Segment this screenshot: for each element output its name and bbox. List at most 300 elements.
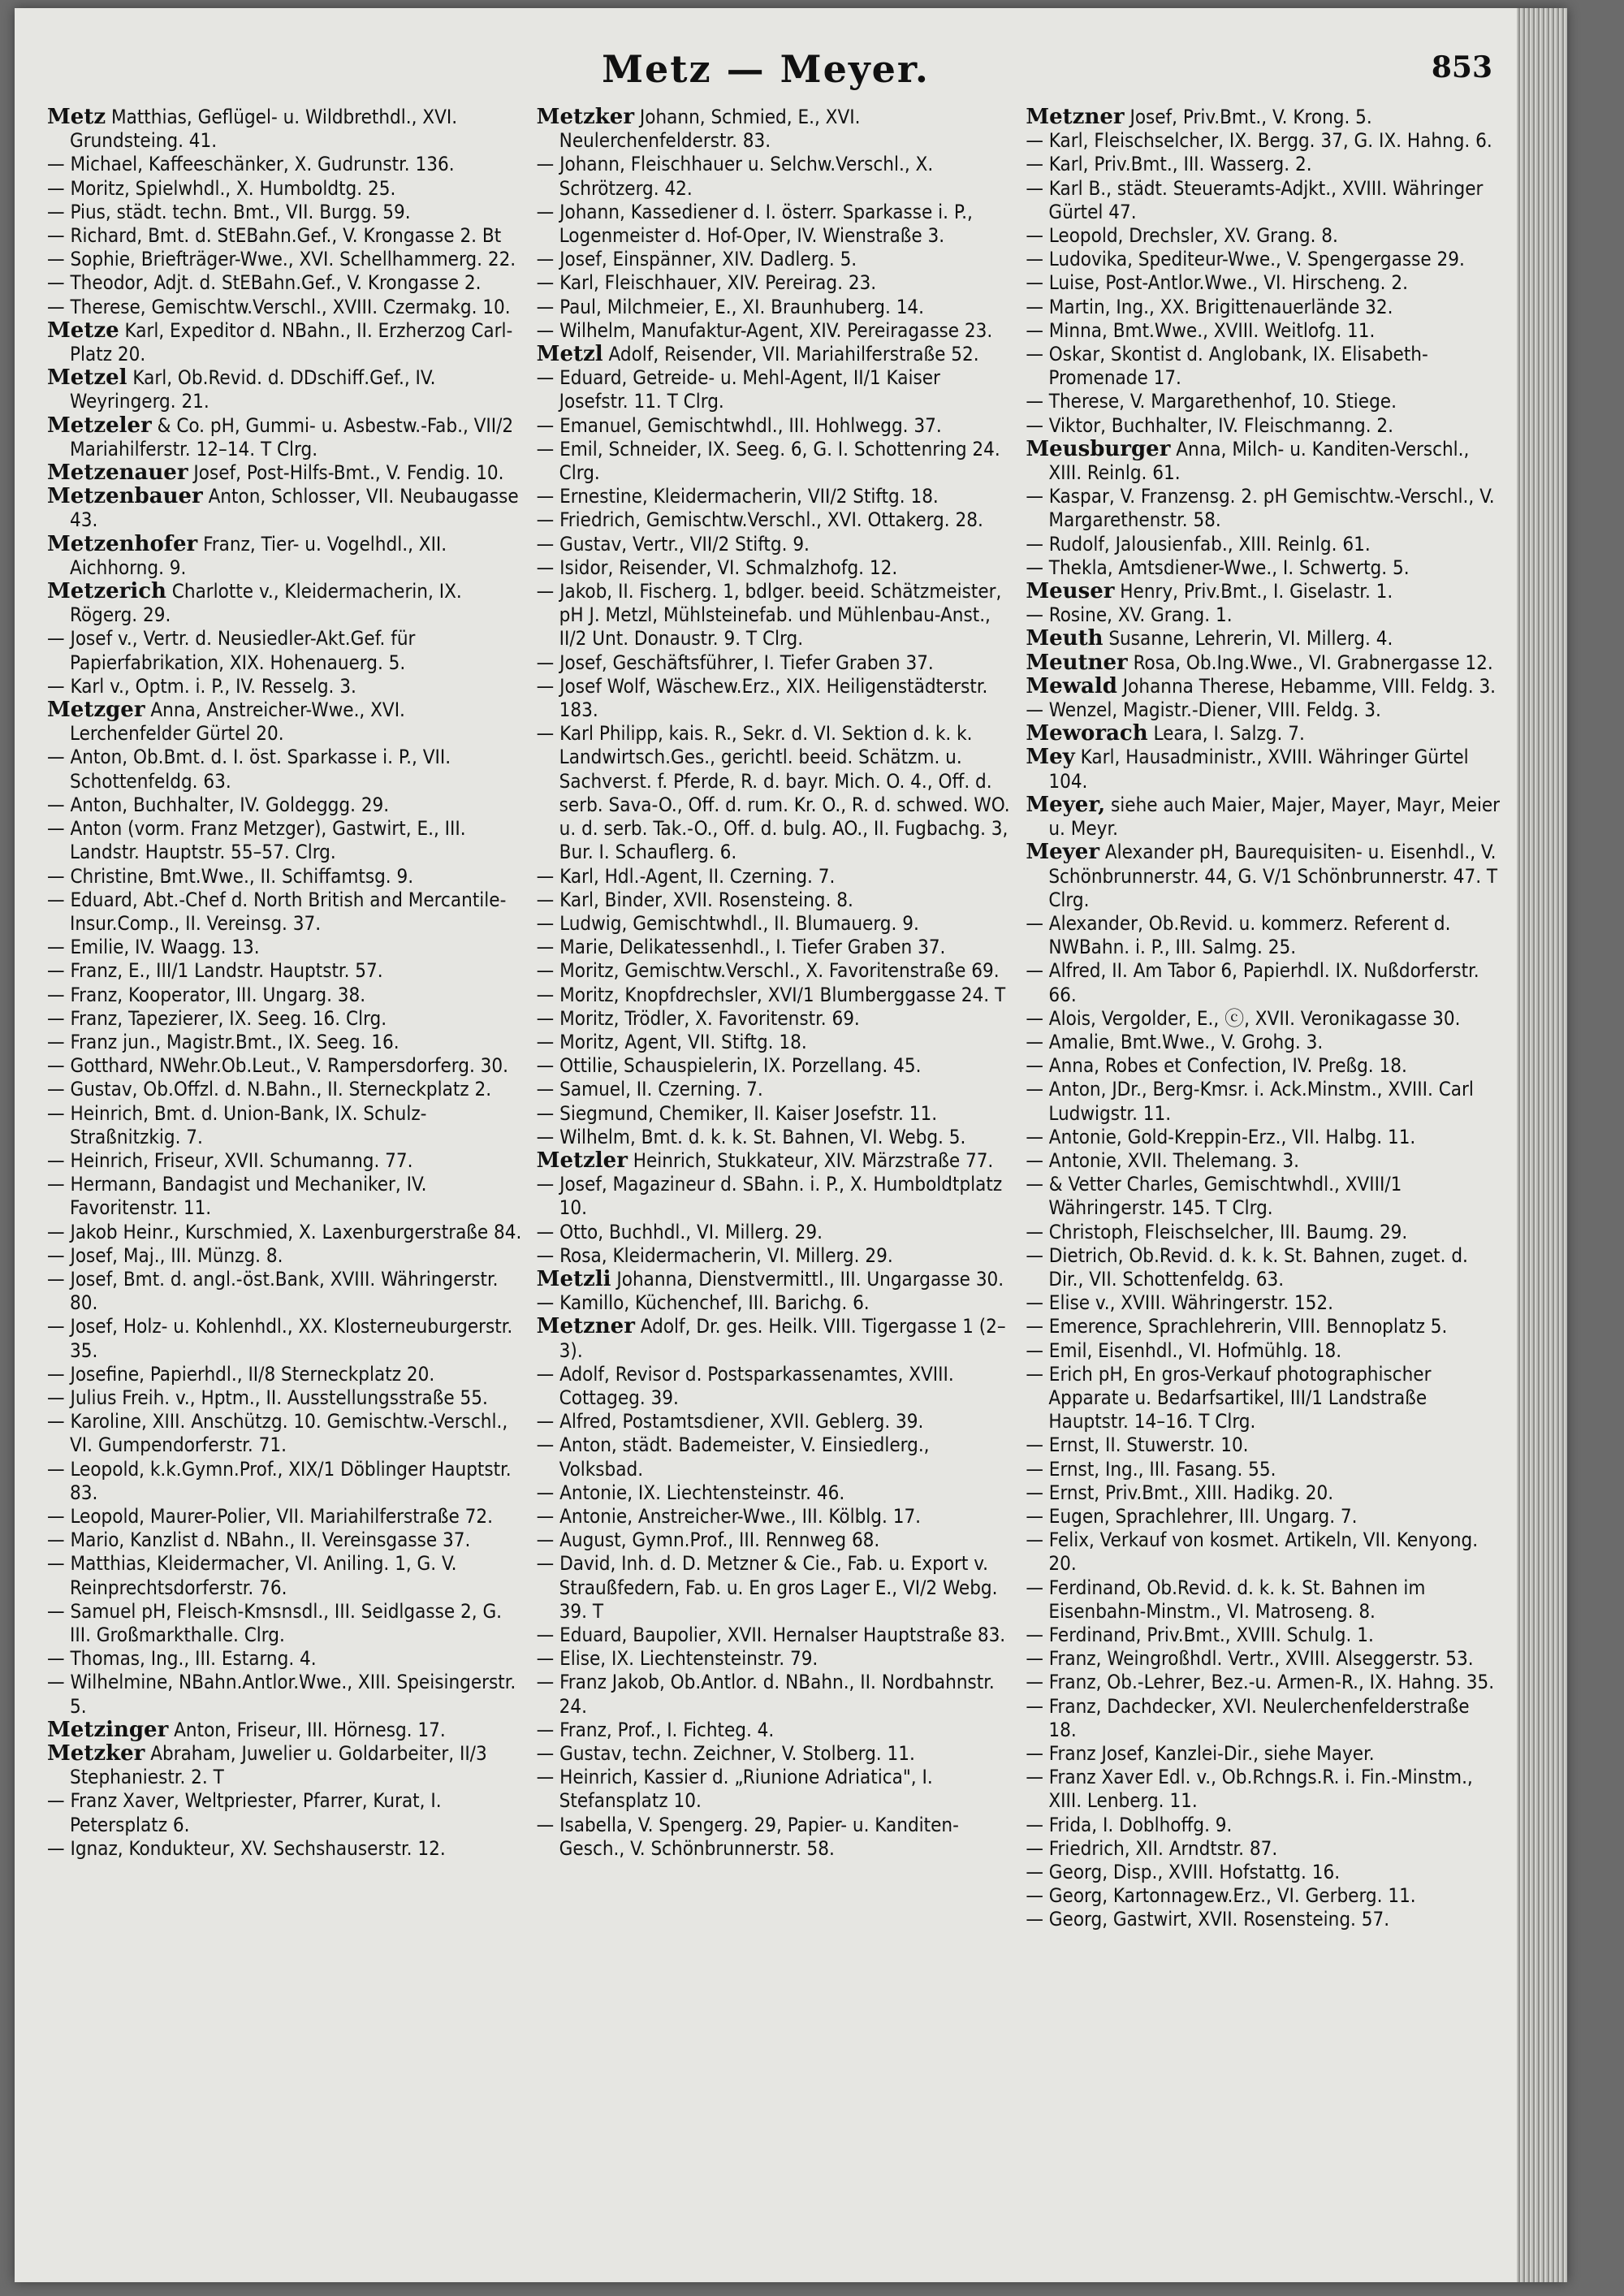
entry-text: — Ernestine, Kleidermacherin, VII/2 Stiftg. 18. — [536, 485, 939, 508]
entry-text: — Michael, Kaffeeschänker, X. Gudrunstr. 136. — [47, 153, 455, 176]
entry-text: — Rosine, XV. Grang. 1. — [1026, 603, 1233, 627]
entry-text: & Co. pH, Gummi- u. Asbestw.-Fab., VII/2 Mariahilferstr. 12–14. T Clrg. — [70, 413, 514, 460]
entry-text: — Franz, Weingroßhdl. Vertr., XVIII. Alseggerstr. 53. — [1026, 1647, 1474, 1671]
entry-surname: Metzli — [536, 1266, 611, 1291]
directory-entry — [47, 366, 522, 413]
directory-entry — [1026, 1671, 1501, 1694]
directory-entry — [537, 533, 1012, 556]
entry-text: — Emerence, Sprachlehrerin, VIII. Bennoplatz 5. — [1026, 1315, 1448, 1338]
entry-text: — Karl, Priv.Bmt., III. Wasserg. 2. — [1026, 153, 1312, 176]
directory-entry — [537, 984, 1012, 1007]
entry-text: — Ernst, Priv.Bmt., XIII. Hadikg. 20. — [1026, 1481, 1334, 1504]
directory-entry — [47, 106, 522, 153]
directory-entry — [1026, 438, 1501, 485]
directory-entry — [1026, 793, 1501, 841]
directory-entry — [47, 1386, 522, 1410]
entry-surname: Metzeler — [47, 413, 152, 438]
entry-text: — Gustav, techn. Zeichner, V. Stolberg. 11. — [536, 1742, 915, 1766]
entry-text: Anton, Schlosser, VII. Neubaugasse 43. — [70, 485, 519, 532]
directory-entry — [1026, 1078, 1501, 1125]
directory-entry — [47, 793, 522, 817]
directory-entry — [1026, 1173, 1501, 1220]
directory-entry — [47, 296, 522, 319]
entry-text: — Ludwig, Gemischtwhdl., II. Blumauerg. 9. — [536, 911, 919, 935]
entry-text: — Franz, Tapezierer, IX. Seeg. 16. Clrg. — [47, 1006, 387, 1030]
entry-text: — Felix, Verkauf von kosmet. Artikeln, VII. Kenyong. 20. — [1026, 1529, 1479, 1576]
directory-entry — [537, 1529, 1012, 1552]
entry-text: — Moritz, Agent, VII. Stiftg. 18. — [536, 1030, 807, 1053]
directory-entry — [1026, 1054, 1501, 1078]
entry-text: — Antonie, IX. Liechtensteinstr. 46. — [536, 1481, 845, 1504]
entry-text: — Franz Josef, Kanzlei-Dir., siehe Mayer. — [1026, 1742, 1375, 1766]
directory-entry — [537, 1221, 1012, 1244]
directory-entry — [1026, 912, 1501, 959]
directory-entry — [537, 248, 1012, 271]
entry-text: — Thekla, Amtsdiener-Wwe., I. Schwertg. 5. — [1026, 556, 1410, 579]
directory-entry — [47, 984, 522, 1007]
entry-text: — Amalie, Bmt.Wwe., V. Grohg. 3. — [1026, 1030, 1324, 1053]
entry-text: — Karl, Hdl.-Agent, II. Czerning. 7. — [536, 864, 836, 888]
entry-text: — Therese, Gemischtw.Verschl., XVIII. Czermakg. 10. — [47, 295, 511, 318]
entry-text: Alexander pH, Baurequisiten- u. Eisenhdl., V. Schönbrunnerstr. 44, G. V/1 Schönbrunnerstr. 47. T Clrg. — [1048, 841, 1498, 911]
directory-entry — [47, 414, 522, 461]
entry-text: — Marie, Delikatessenhdl., I. Tiefer Graben 37. — [536, 936, 946, 959]
entry-text: — Luise, Post-Antlor.Wwe., VI. Hirscheng. 2. — [1026, 271, 1408, 295]
entry-text: — Karl, Fleischselcher, IX. Bergg. 37, G. IX. Hahng. 6. — [1026, 129, 1492, 153]
entry-text: — Antonie, Gold-Kreppin-Erz., VII. Halbg. 11. — [1026, 1125, 1416, 1148]
entry-text: Franz, Tier- u. Vogelhdl., XII. Aichhorng. 9. — [70, 532, 447, 579]
entry-text: — Karl Philipp, kais. R., Sekr. d. VI. Sektion d. k. k. Landwirtsch.Ges., gerichtl. beeid. Schätzm. u. Sachverst. f. Pferde, R. d. bayr. Mich. O. 4., Off. d. serb. Sava-O., Off. d. rum. Kr. O., R. d. schwed. WO. u. d. serb. Tak.-O., Off. d. bulg. AO., II. Fugbachg. 3, Bur. I. Schauflerg. 6. — [536, 722, 1010, 864]
directory-entry — [537, 1410, 1012, 1433]
entry-text: Johanna, Dienstvermittl., III. Ungargasse 30. — [611, 1267, 1004, 1291]
directory-entry — [537, 1315, 1012, 1362]
directory-entry — [537, 1647, 1012, 1671]
directory-entry — [1026, 1576, 1501, 1624]
entry-surname: Metzler — [536, 1148, 628, 1173]
directory-entry — [47, 1552, 522, 1599]
entry-text: — Eduard, Baupolier, XVII. Hernalser Hauptstraße 83. — [536, 1624, 1006, 1646]
page-number: 853 — [1431, 50, 1492, 84]
directory-entry — [47, 1410, 522, 1457]
directory-entry — [1026, 1291, 1501, 1315]
directory-entry — [537, 1244, 1012, 1268]
directory-entry — [1026, 343, 1501, 390]
entry-surname: Metzner — [536, 1314, 635, 1339]
directory-entry — [1026, 1505, 1501, 1529]
directory-entry — [47, 1719, 522, 1742]
directory-entry — [1026, 224, 1501, 248]
directory-entry — [537, 865, 1012, 889]
directory-entry — [537, 485, 1012, 508]
entry-text: — Karoline, XIII. Anschützg. 10. Gemischtw.-Verschl., VI. Gumpendorferstr. 71. — [47, 1410, 508, 1457]
entry-text: — Isidor, Reisender, VI. Schmalzhofg. 12. — [536, 556, 898, 579]
directory-entry — [1026, 1458, 1501, 1481]
entry-surname: Meutner — [1026, 650, 1128, 675]
entry-text: — Jakob, II. Fischerg. 1, bdlger. beeid. Schätzmeister, pH J. Metzl, Mühlsteinefab. und Mühlenbau-Anst., II/2 Unt. Donaustr. 9. T Clrg. — [536, 580, 1002, 651]
entry-text: — Hermann, Bandagist und Mechaniker, IV. Favoritenstr. 11. — [47, 1173, 427, 1220]
directory-entry — [1026, 296, 1501, 319]
column-2 — [537, 106, 1012, 2266]
directory-entry — [537, 1742, 1012, 1766]
directory-entry — [537, 1126, 1012, 1149]
entry-text: — Leopold, k.k.Gymn.Prof., XIX/1 Döblinger Hauptstr. 83. — [47, 1457, 512, 1504]
entry-text: — Julius Freih. v., Hptm., II. Ausstellungsstraße 55. — [47, 1386, 488, 1409]
entry-surname: Metz — [47, 106, 106, 129]
directory-entry — [537, 651, 1012, 675]
entry-text: — Franz Xaver Edl. v., Ob.Rchngs.R. i. Fin.-Minstm., XIII. Lenberg. 11. — [1026, 1766, 1473, 1813]
entry-surname: Metzker — [536, 106, 635, 129]
directory-entry — [47, 1173, 522, 1220]
directory-entry — [47, 153, 522, 176]
directory-entry — [1026, 746, 1501, 793]
directory-entry — [1026, 1766, 1501, 1813]
entry-text: — Emil, Eisenhdl., VI. Hofmühlg. 18. — [1026, 1338, 1342, 1362]
directory-entry — [47, 485, 522, 532]
directory-entry — [47, 1458, 522, 1505]
entry-text: — Leopold, Drechsler, XV. Grang. 8. — [1026, 224, 1338, 248]
entry-text: — Johann, Fleischhauer u. Selchw.Verschl., X. Schrötzerg. 42. — [536, 153, 934, 200]
directory-entry — [47, 936, 522, 959]
entry-surname: Metzinger — [47, 1717, 169, 1742]
directory-entry — [47, 1363, 522, 1386]
directory-entry — [47, 1102, 522, 1149]
entry-text: — Minna, Bmt.Wwe., XVIII. Weitlofg. 11. — [1026, 318, 1376, 342]
entry-text: — Kamillo, Küchenchef, III. Barichg. 6. — [536, 1291, 870, 1315]
directory-entry — [537, 1078, 1012, 1101]
directory-entry — [1026, 675, 1501, 698]
directory-entry — [537, 296, 1012, 319]
directory-entry — [537, 1291, 1012, 1315]
entry-text: — Josef, Einspänner, XIV. Dadlerg. 5. — [536, 248, 857, 271]
entry-text: — Sophie, Briefträger-Wwe., XVI. Schellhammerg. 22. — [47, 248, 516, 271]
entry-text: Charlotte v., Kleidermacherin, IX. Rögerg. 29. — [70, 580, 462, 627]
directory-entry — [1026, 1884, 1501, 1908]
entry-text: — Antonie, XVII. Thelemang. 3. — [1026, 1148, 1300, 1172]
entry-surname: Metzger — [47, 698, 145, 723]
entry-text: — Heinrich, Friseur, XVII. Schumanng. 77. — [47, 1148, 413, 1172]
directory-entry — [1026, 603, 1501, 627]
entry-surname: Meyer, — [1026, 792, 1106, 817]
directory-entry — [1026, 627, 1501, 651]
entry-text: — Theodor, Adjt. d. StEBahn.Gef., V. Krongasse 2. — [47, 271, 482, 295]
entry-text: — Richard, Bmt. d. StEBahn.Gef., V. Krongasse 2. Bt — [47, 224, 502, 248]
entry-text: — Rosa, Kleidermacherin, VI. Millerg. 29. — [536, 1243, 893, 1267]
entry-surname: Meyer — [1026, 840, 1100, 865]
directory-entry — [1026, 533, 1501, 556]
directory-entry — [47, 248, 522, 271]
directory-entry — [1026, 414, 1501, 438]
directory-entry — [537, 1149, 1012, 1173]
directory-entry — [47, 1742, 522, 1789]
entry-text: — Siegmund, Chemiker, II. Kaiser Josefstr. 11. — [536, 1101, 938, 1125]
entry-text: — Karl, Binder, XVII. Rosensteing. 8. — [536, 888, 853, 911]
directory-entry — [537, 1671, 1012, 1718]
running-head: Metz — Meyer. — [602, 47, 930, 91]
entry-text: — Emilie, IV. Waagg. 13. — [47, 936, 260, 959]
directory-entry — [537, 343, 1012, 366]
entry-text: — Dietrich, Ob.Revid. d. k. k. St. Bahnen, zuget. d. Dir., VII. Schottenfeldg. 63. — [1026, 1243, 1468, 1291]
directory-entry — [1026, 1244, 1501, 1291]
entry-text: — Anton, Buchhalter, IV. Goldeggg. 29. — [47, 793, 390, 816]
entry-text: — Anna, Robes et Confection, IV. Preßg. 18. — [1026, 1054, 1407, 1078]
entry-text: — Leopold, Maurer-Polier, VII. Mariahilferstraße 72. — [47, 1504, 493, 1528]
directory-entry — [1026, 1624, 1501, 1647]
entry-text: — Isabella, V. Spengerg. 29, Papier- u. Kanditen-Gesch., V. Schönbrunnerstr. 58. — [536, 1813, 959, 1860]
entry-text: — Elise, IX. Liechtensteinstr. 79. — [536, 1647, 818, 1671]
entry-text: Matthias, Geflügel- u. Wildbrethdl., XVI. Grundsteing. 41. — [70, 106, 458, 153]
directory-entry — [1026, 390, 1501, 413]
entry-text: — Alfred, II. Am Tabor 6, Papierhdl. IX. Nußdorferstr. 66. — [1026, 959, 1479, 1006]
entry-text: — Frida, I. Doblhoffg. 9. — [1026, 1813, 1233, 1836]
directory-entry — [1026, 1126, 1501, 1149]
entry-text: — Wenzel, Magistr.-Diener, VIII. Feldg. 3. — [1026, 698, 1381, 722]
directory-entry — [1026, 319, 1501, 343]
directory-entry — [47, 461, 522, 485]
entry-text: — Kaspar, V. Franzensg. 2. pH Gemischtw.-Verschl., V. Margarethenstr. 58. — [1026, 485, 1495, 532]
directory-entry — [47, 959, 522, 983]
directory-entry — [1026, 580, 1501, 603]
directory-entry — [1026, 841, 1501, 912]
entry-text: — Moritz, Trödler, X. Favoritenstr. 69. — [536, 1006, 860, 1030]
directory-entry — [537, 1624, 1012, 1647]
entry-text: — Antonie, Anstreicher-Wwe., III. Kölblg. 17. — [536, 1504, 922, 1528]
directory-entry — [537, 201, 1012, 248]
directory-entry — [1026, 1695, 1501, 1742]
entry-surname: Metzl — [536, 342, 603, 367]
entry-text: — Georg, Disp., XVIII. Hofstattg. 16. — [1026, 1861, 1341, 1884]
directory-entry — [537, 508, 1012, 532]
entry-text: Karl, Expeditor d. NBahn., II. Erzherzog Carl-Platz 20. — [70, 318, 513, 366]
entry-text: — Samuel, II. Czerning. 7. — [536, 1078, 763, 1101]
directory-entry — [1026, 271, 1501, 295]
entry-text: — Friedrich, Gemischtw.Verschl., XVI. Ottakerg. 28. — [536, 508, 983, 532]
directory-entry — [47, 533, 522, 580]
entry-text: — Ferdinand, Priv.Bmt., XVIII. Schulg. 1. — [1026, 1624, 1374, 1646]
directory-entry — [537, 438, 1012, 485]
entry-text: — Oskar, Skontist d. Anglobank, IX. Elisabeth-Promenade 17. — [1026, 343, 1428, 390]
directory-entry — [537, 1814, 1012, 1861]
entry-surname: Meuth — [1026, 626, 1104, 651]
entry-text: — Wilhelm, Manufaktur-Agent, XIV. Pereiragasse 23. — [536, 318, 993, 342]
directory-entry — [47, 865, 522, 889]
entry-text: — Franz, E., III/1 Landstr. Hauptstr. 57. — [47, 959, 383, 983]
entry-text: Anton, Friseur, III. Hörnesg. 17. — [168, 1718, 446, 1741]
directory-entry — [1026, 1149, 1501, 1173]
entry-text: — Moritz, Spielwhdl., X. Humboldtg. 25. — [47, 176, 396, 200]
entry-text: — Martin, Ing., XX. Brigittenauerlände 32. — [1026, 295, 1393, 318]
entry-text: — Franz, Prof., I. Fichteg. 4. — [536, 1718, 775, 1741]
directory-entry — [47, 1789, 522, 1836]
entry-text: — Josef Wolf, Wäschew.Erz., XIX. Heiligenstädterstr. 183. — [536, 674, 988, 722]
directory-entry — [1026, 1007, 1501, 1031]
directory-entry — [47, 201, 522, 224]
directory-entry — [537, 889, 1012, 912]
directory-entry — [47, 1149, 522, 1173]
entry-text: Adolf, Dr. ges. Heilk. VIII. Tigergasse 1 (2–3). — [559, 1315, 1006, 1362]
directory-entry — [1026, 1433, 1501, 1457]
entry-text: — Heinrich, Bmt. d. Union-Bank, IX. Schulz-Straßnitzkig. 7. — [47, 1101, 427, 1148]
entry-text: Henry, Priv.Bmt., I. Giselastr. 1. — [1114, 580, 1393, 603]
entry-text: — Gustav, Ob.Offzl. d. N.Bahn., II. Sterneckplatz 2. — [47, 1078, 492, 1101]
directory-entry — [1026, 177, 1501, 224]
directory-entry — [47, 1315, 522, 1362]
entry-surname: Mey — [1026, 745, 1075, 770]
entry-surname: Metzenauer — [47, 460, 188, 486]
entry-text: — Pius, städt. techn. Bmt., VII. Burgg. 59. — [47, 200, 411, 223]
entry-surname: Metzenhofer — [47, 531, 198, 556]
entry-text: — Heinrich, Kassier d. „Riunione Adriatica", I. Stefansplatz 10. — [536, 1766, 933, 1813]
directory-entry — [537, 556, 1012, 580]
page-edge — [1517, 8, 1567, 2282]
entry-text: — Paul, Milchmeier, E., XI. Braunhuberg. 14. — [536, 295, 925, 318]
entry-text: — & Vetter Charles, Gemischtwhdl., XVIII/1 Währingerstr. 145. T Clrg. — [1026, 1173, 1402, 1220]
entry-text: — Georg, Gastwirt, XVII. Rosensteing. 57. — [1026, 1908, 1390, 1931]
directory-entry — [537, 153, 1012, 200]
entry-text: — Josefine, Papierhdl., II/8 Sterneckplatz 20. — [47, 1362, 435, 1386]
directory-entry — [1026, 153, 1501, 176]
directory-entry — [1026, 1908, 1501, 1931]
entry-text: Rosa, Ob.Ing.Wwe., VI. Grabnergasse 12. — [1127, 651, 1493, 674]
entry-text: — Karl, Fleischhauer, XIV. Pereirag. 23. — [536, 271, 877, 295]
directory-entry — [1026, 1339, 1501, 1363]
entry-text: — Ottilie, Schauspielerin, IX. Porzellang. 45. — [536, 1054, 922, 1078]
entry-text: — Wilhelmine, NBahn.Antlor.Wwe., XIII. Speisingerstr. 5. — [47, 1671, 516, 1718]
entry-surname: Meusburger — [1026, 436, 1171, 461]
entry-text: Josef, Priv.Bmt., V. Krong. 5. — [1124, 106, 1372, 128]
directory-entry — [47, 1244, 522, 1268]
entry-text: — Josef, Bmt. d. angl.-öst.Bank, XVIII. Währingerstr. 80. — [47, 1267, 499, 1315]
entry-text: Johann, Schmied, E., XVI. Neulerchenfelderstr. 83. — [559, 106, 861, 153]
entry-text: — Viktor, Buchhalter, IV. Fleischmanng. 2. — [1026, 413, 1394, 437]
directory-entry — [537, 1102, 1012, 1126]
entry-text: — Otto, Buchhdl., VI. Millerg. 29. — [536, 1220, 823, 1243]
entry-text: — Matthias, Kleidermacher, VI. Aniling. 1, G. V. Reinprechtsdorferstr. 76. — [47, 1552, 457, 1599]
directory-entry — [47, 627, 522, 674]
entry-text: — Erich pH, En gros-Verkauf photographischer Apparate u. Bedarfsartikel, III/1 Landstraße Hauptstr. 14–16. T Clrg. — [1026, 1362, 1432, 1433]
directory-entry — [1026, 1221, 1501, 1244]
directory-entry — [47, 1837, 522, 1861]
entry-surname: Mewald — [1026, 673, 1117, 698]
entry-surname: Metzner — [1026, 106, 1125, 129]
directory-entry — [1026, 722, 1501, 746]
entry-text: — Eduard, Getreide- u. Mehl-Agent, II/1 Kaiser Josefstr. 11. T Clrg. — [536, 366, 940, 413]
directory-entry — [537, 580, 1012, 651]
entry-text: — Ferdinand, Ob.Revid. d. k. k. St. Bahnen im Eisenbahn-Minstm., VI. Matroseng. 8. — [1026, 1576, 1426, 1623]
directory-entry — [537, 1031, 1012, 1054]
directory-entry — [537, 1268, 1012, 1291]
directory-entry — [537, 319, 1012, 343]
directory-entry — [47, 1268, 522, 1315]
entry-text: — Eduard, Abt.-Chef d. North British and Mercantile-Insur.Comp., II. Vereinsg. 37. — [47, 888, 507, 935]
directory-entry — [1026, 1742, 1501, 1766]
entry-text: Anna, Milch- u. Kanditen-Verschl., XIII. Reinlg. 61. — [1048, 437, 1470, 485]
entry-text: — Anton, JDr., Berg-Kmsr. i. Ack.Minstm., XVIII. Carl Ludwigstr. 11. — [1026, 1078, 1474, 1125]
directory-entry — [537, 1552, 1012, 1624]
directory-entry — [1026, 1647, 1501, 1671]
directory-entry — [47, 1529, 522, 1552]
entry-text: — Ernst, II. Stuwerstr. 10. — [1026, 1433, 1249, 1457]
entry-text: — Rudolf, Jalousienfab., XIII. Reinlg. 61. — [1026, 532, 1371, 556]
directory-entry — [47, 271, 522, 295]
entry-text: — Ludovika, Spediteur-Wwe., V. Spengergasse 29. — [1026, 248, 1465, 271]
entry-text: — Moritz, Gemischtw.Verschl., X. Favoritenstraße 69. — [536, 959, 1000, 983]
entry-text: — Anton, Ob.Bmt. d. I. öst. Sparkasse i. P., VII. Schottenfeldg. 63. — [47, 746, 451, 793]
entry-text: — Adolf, Revisor d. Postsparkassenamtes, XVIII. Cottageg. 39. — [536, 1362, 954, 1409]
entry-text: — Ignaz, Kondukteur, XV. Sechshauserstr. 12. — [47, 1836, 446, 1860]
directory-entry — [537, 1054, 1012, 1078]
directory-entry — [1026, 1031, 1501, 1054]
directory-entry — [47, 1600, 522, 1647]
directory-entry — [1026, 1529, 1501, 1576]
directory-entry — [1026, 959, 1501, 1006]
entry-text: — Gustav, Vertr., VII/2 Stiftg. 9. — [536, 532, 810, 556]
entry-text: — Emanuel, Gemischtwhdl., III. Hohlwegg. 37. — [536, 413, 942, 437]
entry-text: — Jakob Heinr., Kurschmied, X. Laxenburgerstraße 84. — [47, 1220, 522, 1243]
directory-entry — [47, 1078, 522, 1101]
entry-text: — Friedrich, XII. Arndtstr. 87. — [1026, 1836, 1278, 1860]
directory-entry — [537, 675, 1012, 722]
directory-entry — [537, 106, 1012, 153]
column-3 — [1026, 106, 1501, 2266]
entry-text: — Josef, Geschäftsführer, I. Tiefer Graben 37. — [536, 651, 934, 674]
entry-text: — Alois, Vergolder, E., ⓒ, XVII. Veronikagasse 30. — [1026, 1006, 1461, 1030]
directory-entry — [1026, 129, 1501, 153]
entry-text: Anna, Anstreicher-Wwe., XVI. Lerchenfelder Gürtel 20. — [70, 698, 405, 746]
entry-text: — Georg, Kartonnagew.Erz., VI. Gerberg. 11. — [1026, 1884, 1416, 1908]
directory-entry — [47, 746, 522, 793]
entry-surname: Metzker — [47, 1741, 145, 1766]
entry-text: — Gotthard, NWehr.Ob.Leut., V. Rampersdorferg. 30. — [47, 1054, 508, 1078]
directory-entry — [537, 936, 1012, 959]
directory-entry — [47, 580, 522, 627]
entry-surname: Metzerich — [47, 579, 166, 604]
directory-entry — [47, 889, 522, 936]
entry-text: Adolf, Reisender, VII. Mariahilferstraße 52. — [603, 343, 979, 366]
entry-surname: Metze — [47, 318, 119, 343]
entry-text: — Christine, Bmt.Wwe., II. Schiffamtsg. 9. — [47, 864, 414, 888]
entry-text: Leara, I. Salzg. 7. — [1147, 722, 1305, 746]
entry-text: — Thomas, Ing., III. Estarng. 4. — [47, 1647, 317, 1671]
entry-surname: Meworach — [1026, 721, 1148, 746]
page-header — [15, 39, 1517, 104]
entry-text: — Franz Jakob, Ob.Antlor. d. NBahn., II. Nordbahnstr. 24. — [536, 1671, 995, 1718]
directory-entry — [47, 1007, 522, 1031]
directory-entry — [47, 698, 522, 746]
entry-text: — Alfred, Postamtsdiener, XVII. Geblerg. 39. — [536, 1410, 924, 1433]
entry-text: — Samuel pH, Fleisch-Kmsnsdl., III. Seidlgasse 2, G. III. Großmarkthalle. Clrg. — [47, 1599, 503, 1646]
entry-text: — Mario, Kanzlist d. NBahn., II. Vereinsgasse 37. — [47, 1529, 471, 1552]
directory-entry — [537, 1719, 1012, 1742]
entry-text: — Josef, Magazineur d. SBahn. i. P., X. Humboldtplatz 10. — [536, 1173, 1003, 1220]
entry-text: — Franz, Dachdecker, XVI. Neulerchenfelderstraße 18. — [1026, 1694, 1470, 1741]
directory-entry — [537, 414, 1012, 438]
directory-entry — [1026, 1861, 1501, 1884]
directory-entry — [47, 1221, 522, 1244]
directory-entry — [537, 1433, 1012, 1481]
entry-surname: Meuser — [1026, 579, 1115, 604]
directory-entry — [1026, 1315, 1501, 1338]
directory-entry — [1026, 1363, 1501, 1434]
entry-surname: Metzenbauer — [47, 484, 203, 509]
directory-entry — [537, 271, 1012, 295]
entry-text: — Josef, Holz- u. Kohlenhdl., XX. Klosterneuburgerstr. 35. — [47, 1315, 513, 1362]
entry-text: — Josef v., Vertr. d. Neusiedler-Akt.Gef. für Papierfabrikation, XIX. Hohenauerg. 5. — [47, 627, 416, 674]
directory-columns — [47, 106, 1501, 2266]
directory-entry — [537, 1505, 1012, 1529]
directory-entry — [1026, 651, 1501, 675]
directory-entry — [47, 319, 522, 366]
directory-entry — [1026, 1814, 1501, 1837]
